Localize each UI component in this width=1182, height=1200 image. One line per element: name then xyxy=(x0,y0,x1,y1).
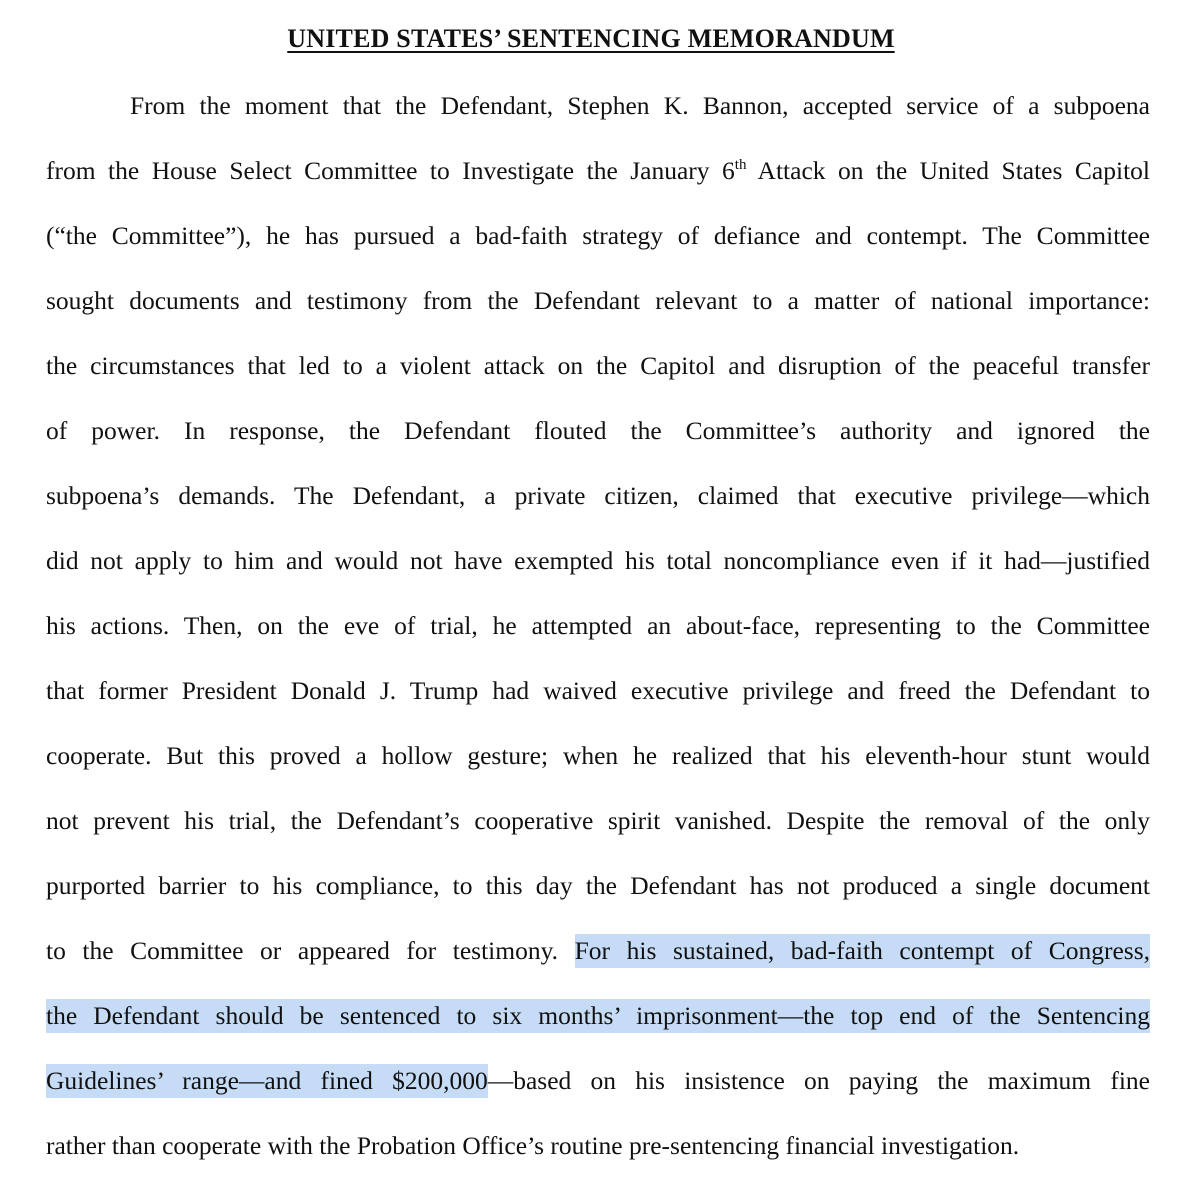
line-text: to the Committee or appeared for testimony. xyxy=(46,936,575,965)
paragraph-line-12 xyxy=(46,801,1150,841)
highlighted-text: For his sustained, bad-faith contempt of Congress, xyxy=(575,934,1150,968)
paragraph-line-16 xyxy=(46,1061,1150,1101)
line-text: cooperate. But this proved a hollow gesture; when he realized that his eleventh-hour stunt would xyxy=(46,741,1150,770)
line-text: rather than cooperate with the Probation Office’s routine pre-sentencing financial investigation. xyxy=(46,1131,1020,1160)
paragraph-line-4 xyxy=(46,281,1150,321)
document-title xyxy=(0,22,1182,56)
line-text: (“the Committee”), he has pursued a bad-faith strategy of defiance and contempt. The Committee xyxy=(46,221,1150,250)
line-text: the circumstances that led to a violent attack on the Capitol and disruption of the peaceful transfer xyxy=(46,351,1150,380)
paragraph-line-9 xyxy=(46,606,1150,646)
line-text: subpoena’s demands. The Defendant, a private citizen, claimed that executive privilege—which xyxy=(46,481,1150,510)
paragraph-line-13 xyxy=(46,866,1150,906)
line-text: purported barrier to his compliance, to this day the Defendant has not produced a single document xyxy=(46,871,1150,900)
paragraph-line-11 xyxy=(46,736,1150,776)
paragraph-line-8 xyxy=(46,541,1150,581)
paragraph-line-1 xyxy=(130,86,1150,126)
line-text: that former President Donald J. Trump had waived executive privilege and freed the Defendant to xyxy=(46,676,1150,705)
line-text: of power. In response, the Defendant flouted the Committee’s authority and ignored the xyxy=(46,416,1150,445)
paragraph-line-3 xyxy=(46,216,1150,256)
document-title-text: UNITED STATES’ SENTENCING MEMORANDUM xyxy=(287,24,895,53)
paragraph-line-2 xyxy=(46,151,1150,191)
line-text: Attack on the United States Capitol xyxy=(746,156,1150,185)
highlighted-text: Guidelines’ range—and fined $200,000 xyxy=(46,1064,488,1098)
paragraph-line-5 xyxy=(46,346,1150,386)
line-text: From the moment that the Defendant, Stephen K. Bannon, accepted service of a subpoena xyxy=(130,91,1150,120)
line-text: from the House Select Committee to Investigate the January 6 xyxy=(46,156,735,185)
line-text: not prevent his trial, the Defendant’s cooperative spirit vanished. Despite the removal of the only xyxy=(46,806,1150,835)
ordinal-superscript: th xyxy=(734,157,747,173)
line-text: did not apply to him and would not have exempted his total noncompliance even if it had—justified xyxy=(46,546,1150,575)
paragraph-line-7 xyxy=(46,476,1150,516)
paragraph-line-6 xyxy=(46,411,1150,451)
line-text: his actions. Then, on the eve of trial, he attempted an about-face, representing to the Committee xyxy=(46,611,1150,640)
paragraph-line-15 xyxy=(46,996,1150,1036)
line-text: —based on his insistence on paying the maximum fine xyxy=(487,1066,1150,1095)
highlighted-text: the Defendant should be sentenced to six months’ imprisonment—the top end of the Sentencing xyxy=(46,999,1150,1033)
line-text: sought documents and testimony from the Defendant relevant to a matter of national importance: xyxy=(46,286,1150,315)
paragraph-line-17 xyxy=(46,1126,1150,1166)
paragraph-line-14 xyxy=(46,931,1150,971)
paragraph-line-10 xyxy=(46,671,1150,711)
